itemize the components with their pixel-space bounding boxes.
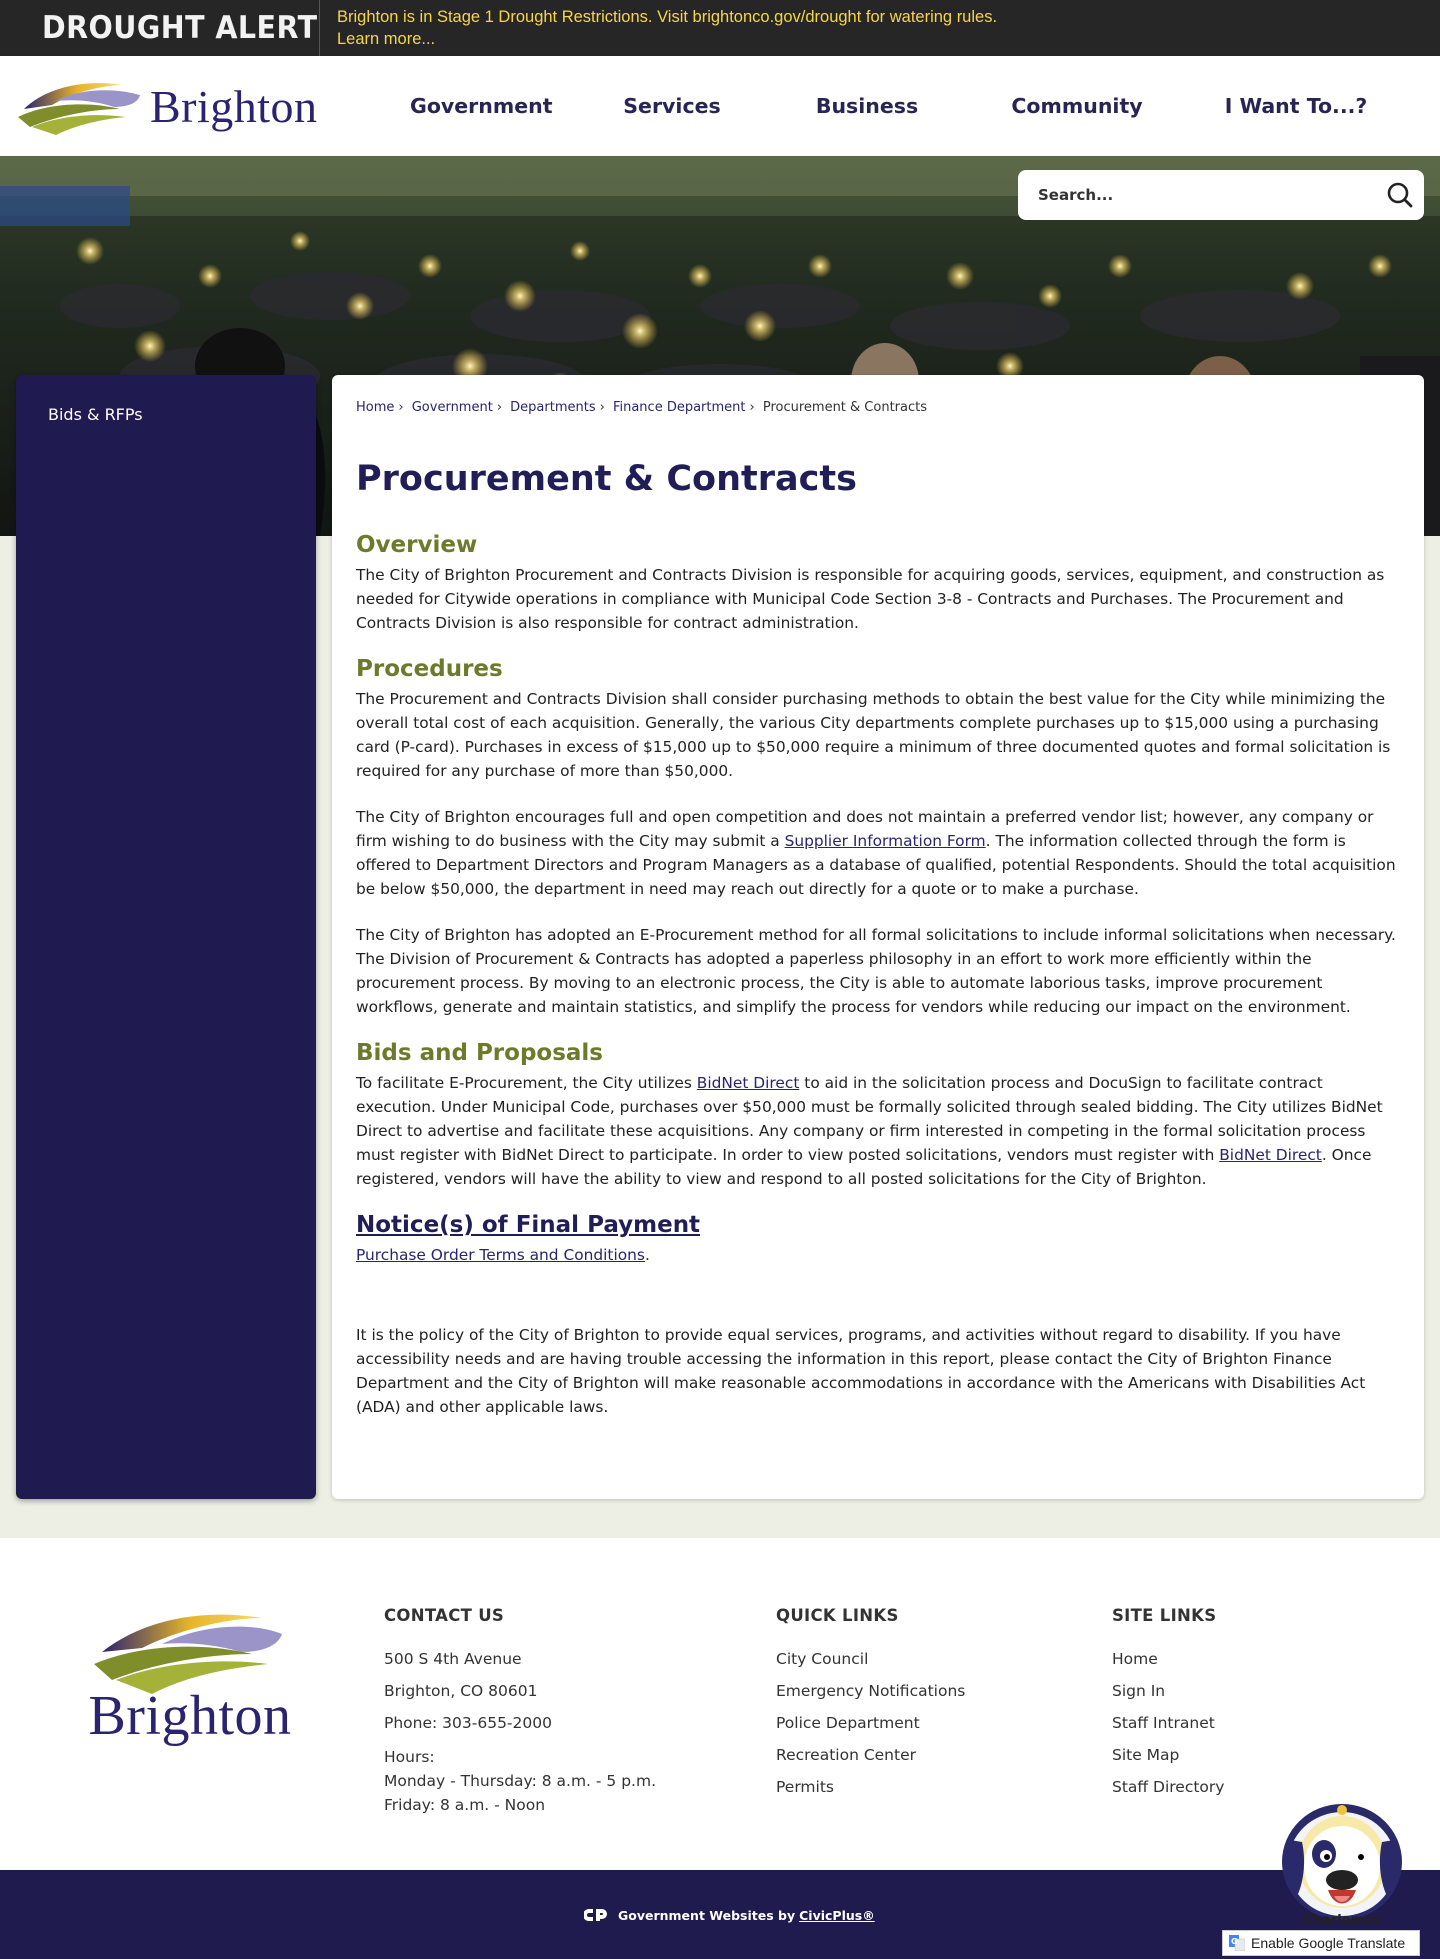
terms-paragraph: Purchase Order Terms and Conditions. [356, 1246, 650, 1264]
drought-alert-bar [0, 0, 1440, 56]
alert-learn-more-link[interactable]: Learn more... [337, 30, 436, 48]
brighton-logo[interactable] [16, 70, 326, 142]
nav-i-want-to[interactable]: I Want To...? [1224, 94, 1368, 118]
page-body [356, 533, 1401, 1441]
overview-text: The City of Brighton Procurement and Contracts Division is responsible for acquiring goods, services, equipment, and construction as needed for Citywide operations in compliance with Municipal Code Section 3-8 - Contracts and Purchases. The Procurement and Contracts Division is also responsible for contract administration. [356, 566, 1385, 632]
breadcrumb-finance-department[interactable]: Finance Department [612, 400, 746, 415]
quick-link-city-council[interactable]: City Council [776, 1650, 869, 1668]
civicplus-logo-icon [584, 1907, 608, 1923]
site-footer [0, 1538, 1440, 1870]
notice-of-final-payment-link[interactable]: Notice(s) of Final Payment [356, 1212, 701, 1238]
site-link-site-map[interactable]: Site Map [1112, 1746, 1180, 1764]
bidnet-direct-link-2[interactable]: BidNet Direct [1219, 1146, 1322, 1164]
procedures-paragraph-3: The City of Brighton has adopted an E-Procurement method for all formal solicitations to include informal solicitations when necessary. The Division of Procurement & Contracts has adopted a paperless philosophy in an effort to work more efficiently within the procurement process. By moving to an electronic process, the City is able to automate laborious tasks, improve procurement workflows, generate and maintain statistics, and simplify the process for vendors while reducing our impact on the environment. [356, 926, 1396, 1016]
nav-government[interactable]: Government [410, 94, 553, 118]
site-link-staff-directory[interactable]: Staff Directory [1112, 1778, 1225, 1796]
site-links-heading: SITE LINKS [1112, 1606, 1217, 1625]
breadcrumb-government[interactable]: Government [411, 400, 493, 415]
alert-message-text: Brighton is in Stage 1 Drought Restrictions. Visit brightonco.gov/drought for watering rules. [337, 8, 998, 26]
purchase-order-terms-link[interactable]: Purchase Order Terms and Conditions [356, 1246, 645, 1264]
site-link-home[interactable]: Home [1112, 1650, 1158, 1668]
quick-link-permits[interactable]: Permits [776, 1778, 834, 1796]
alert-title-area [0, 0, 320, 56]
main-content-card [332, 375, 1424, 1499]
site-link-sign-in[interactable]: Sign In [1112, 1682, 1166, 1700]
overview-heading: Overview [356, 532, 478, 558]
site-link-staff-intranet[interactable]: Staff Intranet [1112, 1714, 1215, 1732]
nav-business[interactable]: Business [815, 94, 919, 118]
contact-address-line2: Brighton, CO 80601 [384, 1682, 538, 1700]
breadcrumb-home[interactable]: Home [356, 400, 395, 415]
quick-link-emergency-notifications[interactable]: Emergency Notifications [776, 1682, 966, 1700]
alert-message[interactable] [320, 6, 997, 50]
site-header [0, 56, 1440, 156]
page-title: Procurement & Contracts [356, 459, 857, 499]
contact-hours: Hours: Monday - Thursday: 8 a.m. - 5 p.m. Friday: 8 a.m. - Noon [384, 1748, 656, 1814]
footer-logo[interactable] [72, 1602, 308, 1762]
contact-address-line1: 500 S 4th Avenue [384, 1650, 522, 1668]
powered-by [584, 1907, 875, 1923]
search-input[interactable] [1038, 186, 1378, 204]
mascot-label[interactable]: Charlemos [1303, 1913, 1381, 1928]
breadcrumb-departments[interactable]: Departments [510, 400, 596, 415]
procedures-paragraph-2: The City of Brighton encourages full and open competition and does not maintain a preferred vendor list; however, any company or firm wishing to do business with the City may submit a Supplier Information Form. The information collected through the form is offered to Department Directors and Program Managers as a database of qualified, potential Respondents. Should the total acquisition be below $50,000, the department in need may reach out directly for a quote or to make a purchase. [356, 808, 1396, 898]
footer-quick-links [776, 1606, 965, 1803]
ada-statement: It is the policy of the City of Brighton to provide equal services, programs, and activities without regard to disability. If you have accessibility needs and are having trouble accessing the information in this report, please contact the City of Brighton Finance Department and the City of Brighton will make reasonable accommodations in accordance with the Americans with Disabilities Act (ADA) and other applicable laws. [356, 1326, 1366, 1416]
site-search [1018, 170, 1424, 220]
sidebar-item-bids-rfps[interactable]: Bids & RFPs [48, 405, 143, 424]
powered-by-text: Government Websites by [618, 1907, 796, 1923]
svg-text:G: G [1231, 1937, 1238, 1946]
footer-logo-wordmark: Brighton [88, 1685, 292, 1747]
supplier-information-form-link[interactable]: Supplier Information Form [784, 832, 986, 850]
quick-links-heading: QUICK LINKS [776, 1606, 899, 1625]
brighton-logo-mark [16, 73, 144, 139]
contact-heading: CONTACT US [384, 1606, 505, 1625]
bids-heading: Bids and Proposals [356, 1040, 603, 1066]
bidnet-direct-link[interactable]: BidNet Direct [696, 1074, 800, 1092]
google-translate-label: Enable Google Translate [1251, 1935, 1406, 1951]
procedures-paragraph-1: The Procurement and Contracts Division shall consider purchasing methods to obtain the best value for the City while minimizing the overall total cost of each acquisition. Generally, the various City departments complete purchases up to $15,000 using a purchasing card (P-card). Purchases in excess of $15,000 up to $50,000 require a minimum of three documented quotes and formal solicitation is required for any purchase of more than $50,000. [356, 690, 1391, 780]
quick-link-police-department[interactable]: Police Department [776, 1714, 920, 1732]
google-translate-button[interactable] [1222, 1930, 1420, 1956]
nav-community[interactable]: Community [1011, 94, 1143, 118]
footer-contact-us [384, 1606, 656, 1817]
alert-title: DROUGHT ALERT [42, 10, 318, 46]
charlemos-chat-mascot-icon[interactable] [1272, 1790, 1412, 1930]
search-icon[interactable] [1386, 181, 1414, 209]
contact-phone: Phone: 303-655-2000 [384, 1714, 552, 1732]
bids-paragraph: To facilitate E-Procurement, the City utilizes BidNet Direct to aid in the solicitation process and DocuSign to facilitate contract execution. Under Municipal Code, purchases over $50,000 must be formally solicited through sealed bidding. The City utilizes BidNet Direct to advertise and facilitate these acquisitions. Any company or firm interested in competing in the formal solicitation process must register with BidNet Direct to participate. In order to view posted solicitations, vendors must register with BidNet Direct. Once registered, vendors will have the ability to view and respond to all posted solicitations for the City of Brighton. [356, 1074, 1383, 1188]
logo-wordmark: Brighton [150, 80, 318, 132]
breadcrumb-current: Procurement & Contracts [762, 400, 928, 415]
secondary-nav-sidebar [16, 375, 316, 1499]
civicplus-link[interactable]: CivicPlus® [799, 1907, 875, 1923]
google-translate-icon [1229, 1935, 1245, 1951]
procedures-heading: Procedures [356, 656, 503, 682]
breadcrumb: Home › Government › Departments › Finance Department › Procurement & Contracts [356, 400, 928, 415]
nav-services[interactable]: Services [623, 94, 721, 118]
quick-link-recreation-center[interactable]: Recreation Center [776, 1746, 916, 1764]
footer-site-links [1112, 1606, 1224, 1803]
main-nav [370, 56, 1405, 156]
